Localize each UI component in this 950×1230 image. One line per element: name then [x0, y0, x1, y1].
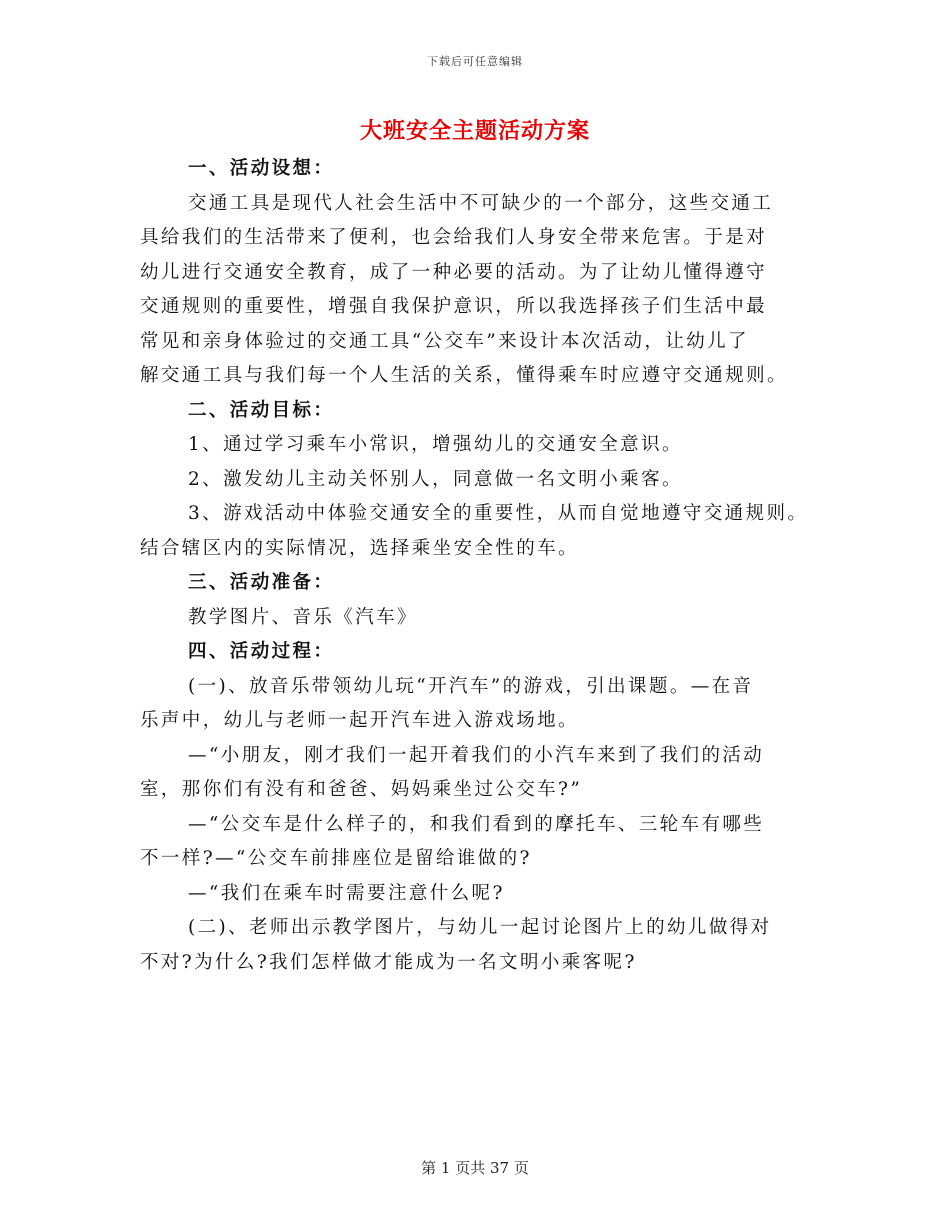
text-line: 乐声中，幼儿与老师一起开汽车进入游戏场地。 — [140, 710, 579, 731]
section-heading: 四、活动过程： — [188, 641, 335, 662]
text-line: 解交通工具与我们每一个人生活的关系，懂得乘车时应遵守交通规则。 — [140, 365, 788, 386]
text-line: 具给我们的生活带来了便利，也会给我们人身安全带来危害。于是对 — [140, 227, 768, 248]
text-line: —“公交车是什么样子的，和我们看到的摩托车、三轮车有哪些 — [188, 813, 765, 835]
text-line: 不对?为什么?我们怎样做才能成为一名文明小乘客呢? — [140, 951, 637, 973]
section-heading: 一、活动设想： — [188, 158, 335, 179]
text-line: 不一样?—“公交车前排座位是留给谁做的? — [140, 848, 532, 869]
page-header: 下载后可任意编辑 — [427, 55, 523, 68]
text-line: 常见和亲身体验过的交通工具“公交车”来设计本次活动，让幼儿了 — [140, 330, 749, 352]
section-heading: 三、活动准备： — [188, 572, 335, 593]
text-line: (二)、老师出示教学图片，与幼儿一起讨论图片上的幼儿做得对 — [188, 917, 772, 938]
text-line: 幼儿进行交通安全教育，成了一种必要的活动。为了让幼儿懂得遵守 — [140, 261, 768, 283]
section-heading: 二、活动目标： — [188, 399, 335, 421]
text-line: —“我们在乘车时需要注意什么呢? — [188, 882, 505, 904]
text-line: 1、通过学习乘车小常识，增强幼儿的交通安全意识。 — [188, 434, 683, 455]
document-title: 大班安全主题活动方案 — [359, 118, 590, 144]
text-line: 室，那你们有没有和爸爸、妈妈乘坐过公交车?” — [140, 779, 583, 800]
text-line: —“小朋友，刚才我们一起开着我们的小汽车来到了我们的活动 — [188, 744, 765, 766]
text-line: 2、激发幼儿主动关怀别人，同意做一名文明小乘客。 — [188, 468, 683, 490]
text-line: 交通规则的重要性，增强自我保护意识，所以我选择孩子们生活中最 — [140, 296, 768, 317]
text-line: 结合辖区内的实际情况，选择乘坐安全性的车。 — [140, 537, 579, 559]
page-footer: 第 1 页共 37 页 — [421, 1159, 529, 1177]
text-line: 教学图片、音乐《汽车》 — [188, 606, 418, 628]
text-line: (一)、放音乐带领幼儿玩“开汽车”的游戏，引出课题。—在音 — [188, 675, 754, 697]
text-line: 3、游戏活动中体验交通安全的重要性，从而自觉地遵守交通规则。 — [188, 503, 809, 524]
text-line: 交通工具是现代人社会生活中不可缺少的一个部分，这些交通工 — [188, 192, 774, 214]
document-body — [140, 152, 812, 980]
